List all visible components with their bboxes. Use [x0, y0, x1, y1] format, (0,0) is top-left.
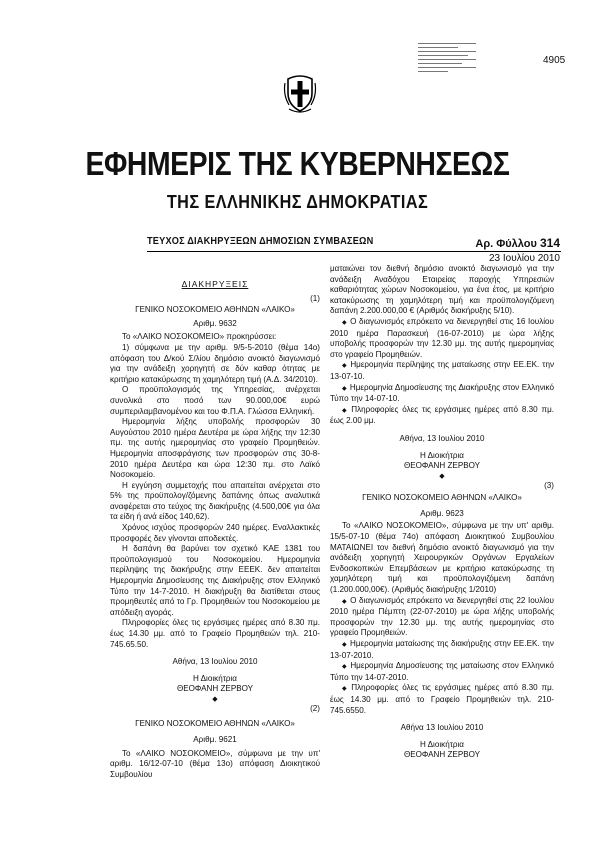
signature-role: Η Διοικήτρια: [420, 450, 464, 460]
reference-1: Αριθμ. 9632: [193, 318, 237, 328]
notice-number-1: (1): [310, 293, 320, 303]
separator-diamond-icon: ◆: [439, 472, 445, 480]
paragraph: Η δαπάνη θα βαρύνει τον σχετικό ΚΑΕ 1381 του προϋπολογισμού του Νοσοκομείου. Ημερομηνία περίληψης της διακήρυξης στην ΕΕΕΚ. δεν απαιτείται Ημερομηνία Δημοσίευσης της Διακήρυξης στον Ελληνικό Τύπο την 14-7-2010. Η διακήρυξη θα διατίθεται στους προμηθευτές από το Γρ. Προμηθειών του Νοσοκομείου με απόδειξη αγοράς.: [110, 544, 320, 617]
bullet-paragraph: ◆ Ημερομηνία περίληψης της ματαίωσης στην ΕΕ.ΕΚ. την 13-07-10.: [330, 360, 554, 382]
paragraph: Ο προϋπολογισμός της Υπηρεσίας, ανέρχεται συνολικά στο ποσό των 90.000,00€ ευρώ συμπεριλαμβανομένου και του Φ.Π.Α. Γλώσσα Ελληνική.: [110, 385, 320, 416]
signature-date: Αθήνα 13 Ιουλίου 2010: [400, 723, 484, 733]
paragraph: ματαιώνει τον διεθνή δημόσιο ανοικτό διαγωνισμό για την ανάδειξη Αναδόχου Εταιρείας παροχής Υπηρεσιών καθαριότητας χώρων Νοσοκομείου, για ένα έτος, με κριτήριο κατακύρωσης τη χαμηλότερη τιμή και προϋπολογιζόμενη δαπάνη 2.200.000,00 € (Αριθμός διακήρυξης 5/10).: [330, 264, 554, 316]
coat-of-arms-icon: [283, 71, 317, 115]
hospital-name-3: ΓΕΝΙΚΟ ΝΟΣΟΚΟΜΕΙΟ ΑΘΗΝΩΝ «ΛΑΙΚΟ»: [362, 493, 522, 503]
paragraph: Το «ΛΑΙΚΟ ΝΟΣΟΚΟΜΕΙΟ», σύμφωνα με την υπ' αριθμ. 16/12-07-10 (θέμα 13ο) απόφαση Διοικητικού Συμβουλίου: [110, 748, 320, 779]
signature-role: Η Διοικήτρια: [193, 673, 237, 683]
bullet-paragraph: ◆ Ο διαγωνισμός επρόκειτο να διενεργηθεί στις 16 Ιουλίου 2010 ημέρα Παρασκευή (16-07-2010) με ώρα λήξης υποβολής προσφορών την 12.30 μμ. της αυτής ημερομηνίας στο γραφείο Προμηθειών.: [330, 317, 554, 360]
paragraph: Ημερομηνία λήξης υποβολής προσφορών 30 Αυγούστου 2010 ημέρα Δευτέρα με ώρα λήξης την 12:30 πμ. της αυτής ημερομηνίας στο γραφείο Προμηθειών. Ημερομηνία αποσφράγισης των προσφορών στις 30-8-2010 ημέρα Δευτέρα και ώρα 12:30 πμ. στο Λαϊκό Νοσοκομείο.: [110, 417, 320, 480]
gazette-subtitle: ΤΗΣ ΕΛΛΗΝΙΚΗΣ ΔΗΜΟΚΡΑΤΙΑΣ: [166, 192, 429, 212]
header-rule: [147, 251, 561, 252]
signature-name: ΘΕΟΦΑΝΗ ΖΕΡΒΟΥ: [176, 684, 254, 694]
sheet-number-block: [475, 236, 560, 250]
signature-role: Η Διοικήτρια: [420, 739, 464, 749]
right-column: [330, 264, 554, 761]
bullet-paragraph: ◆ Πληροφορίες όλες τις εργάσιμες ημέρες από 8.30 πμ. έως 2.00 μμ.: [330, 405, 554, 427]
paragraph: Το «ΛΑΙΚΟ ΝΟΣΟΚΟΜΕΙΟ», σύμφωνα με την υπ' αριθμ. 15/5-07-10 (θέμα 74ο) απόφαση Διοικητικού Συμβουλίου ΜΑΤΑΙΩΝΕΙ τον διεθνή δημόσιο ανοικτό διαγωνισμό για την ανάδειξη χορηγητή Χειρουργικών Οργάνων Εργαλείων Ενδοσκοπικών Επεμβάσεων με κριτήριο κατακύρωσης τη χαμηλότερη τιμή και προϋπολογιζόμενη δαπάνη (1.200.000,00€). (Αριθμός διακήρυξης 1/2010): [330, 521, 554, 595]
paragraph: 1) σύμφωνα με την αριθμ. 9/5-5-2010 (θέμα 14ο) απόφαση του Δ/κού Σ/λίου δημόσιο ανοικτό διαγωνισμό για την ανάδειξη χορηγητή σε δύν καθαρ ότητας με κριτήριο κατακύρωσης τη χαμηλότερη τιμή (Α.Δ. 34/2010).: [110, 342, 320, 384]
sheet-number: 314: [539, 236, 560, 250]
bullet-paragraph: ◆ Ημερομηνία Δημοσίευσης της Διακήρυξης στον Ελληνικό Τύπο την 14-07-10.: [330, 383, 554, 405]
signature-date: Αθήνα, 13 Ιουλίου 2010: [172, 657, 258, 667]
issue-type: ΤΕΥΧΟΣ ΔΙΑΚΗΡΥΞΕΩΝ ΔΗΜΟΣΙΩΝ ΣΥΜΒΑΣΕΩΝ: [147, 236, 374, 247]
bullet-paragraph: ◆ Ημερομηνία ματαίωσης της διακήρυξης στην ΕΕ.ΕΚ. την 13-07-2010.: [330, 639, 554, 661]
bullet-paragraph: ◆ Πληροφορίες όλες τις εργάσιμες ημέρες από 8.30 πμ. έως 14.30 μμ. από το Γραφείο Προμηθειών τηλ. 210-745.6550.: [330, 683, 554, 716]
bullet-paragraph: ◆ Ημερομηνία Δημοσίευσης της ματαίωσης στον Ελληνικό Τύπο την 14-07-2010.: [330, 661, 554, 683]
signature-name: ΘΕΟΦΑΝΗ ΖΕΡΒΟΥ: [403, 461, 481, 471]
signature-name: ΘΕΟΦΑΝΗ ΖΕΡΒΟΥ: [403, 750, 481, 760]
paragraph: Η εγγύηση συμμετοχής που απαιτείται ανέρχεται στο 5% της προϋπολογ/ζόμενης δαπάνης όπως αναλυτικά αναφέρεται στο τεύχος της διακήρυξης (4.500,00€ για όλα τα είδη ή ανά είδος 140,62).: [110, 480, 320, 522]
separator-diamond-icon: ◆: [212, 695, 218, 703]
gazette-title: ΕΦΗΜΕΡΙΣ ΤΗΣ ΚΥΒΕΡΝΗΣΕΩΣ: [85, 145, 510, 182]
reference-2: Αριθμ. 9621: [193, 735, 237, 745]
signature-date: Αθήνα, 13 Ιουλίου 2010: [399, 433, 485, 443]
hospital-name-2: ΓΕΝΙΚΟ ΝΟΣΟΚΟΜΕΙΟ ΑΘΗΝΩΝ «ΛΑΙΚΟ»: [135, 718, 295, 728]
hospital-name-1: ΓΕΝΙΚΟ ΝΟΣΟΚΟΜΕΙΟ ΑΘΗΝΩΝ «ΛΑΙΚΟ»: [135, 305, 295, 315]
paragraph: Πληροφορίες όλες τις εργάσιμες ημέρες από 8.30 πμ. έως 14.30 μμ. από το Γραφείο Προμηθειών τηλ. 210-745.65.50.: [110, 618, 320, 649]
left-column: [110, 279, 320, 781]
sheet-label: Αρ. Φύλλου: [475, 238, 537, 250]
paragraph: Χρόνος ισχύος προσφορών 240 ημέρες. Εναλλακτικές προσφορές δεν γίνονται αποδεκτές.: [110, 523, 320, 543]
bullet-paragraph: ◆ Ο διαγωνισμός επρόκειτο να διενεργηθεί στις 22 Ιουλίου 2010 ημέρα Πέμπτη (22-07-2010) με ώρα λήξης υποβολής προσφορών την 12.30 μμ. της αυτής ημερομηνίας στο γραφείο Προμηθειών.: [330, 596, 554, 639]
page-number: 4905: [543, 55, 566, 66]
section-heading: ΔΙΑΚΗΡΥΞΕΙΣ: [181, 279, 249, 289]
notice-number-2: (2): [310, 703, 320, 713]
issue-header: [147, 236, 560, 250]
notice-number-3: (3): [544, 480, 554, 490]
print-stamp: [418, 40, 476, 72]
issue-date: 23 Ιουλίου 2010: [489, 253, 560, 264]
reference-3: Αριθμ. 9623: [420, 508, 464, 518]
paragraph: Το «ΛΑΙΚΟ ΝΟΣΟΚΟΜΕΙΟ» προκηρύσσει:: [122, 332, 277, 342]
